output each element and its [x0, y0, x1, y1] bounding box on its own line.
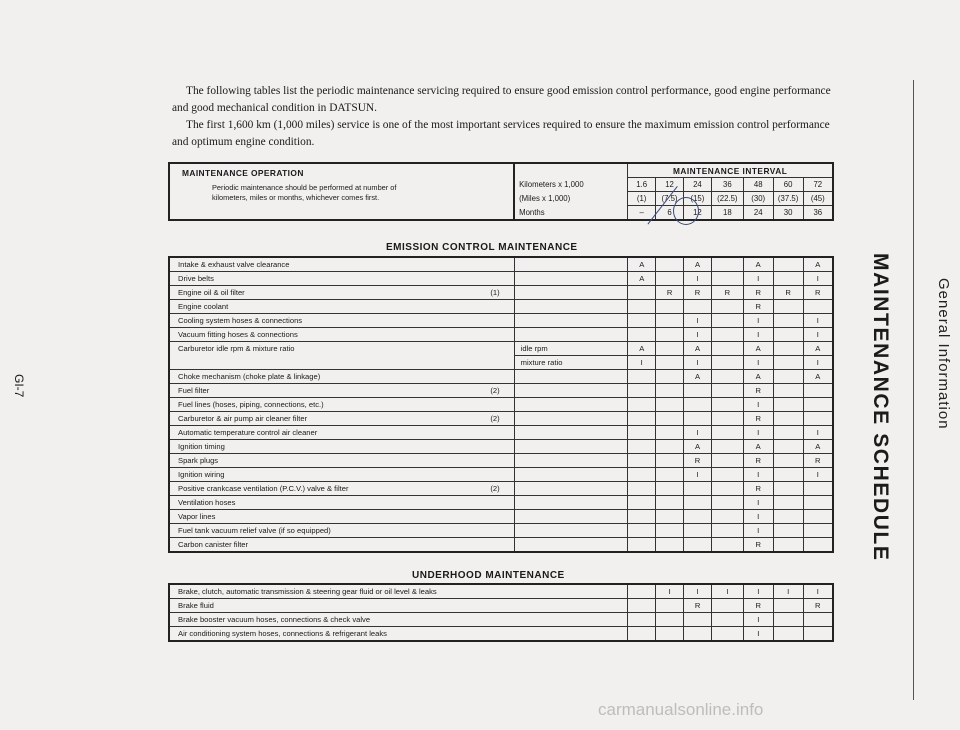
interval-cell: [773, 384, 803, 398]
interval-cell: [773, 257, 803, 272]
interval-cell: [711, 398, 743, 412]
intro-paragraph-2: The first 1,600 km (1,000 miles) service is one of the most important services required to ensure the maximum emission control performance and optimum engine condition.: [172, 119, 830, 148]
interval-cell: I: [743, 272, 773, 286]
sub-item-label: [514, 440, 628, 454]
item-label: Spark plugs: [169, 454, 514, 468]
sub-item-label: [514, 328, 628, 342]
interval-cell: [711, 356, 743, 370]
interval-cell: I: [743, 496, 773, 510]
table-row: [169, 440, 833, 454]
interval-cell: A: [684, 370, 712, 384]
interval-cell: [711, 370, 743, 384]
table-row: [169, 613, 833, 627]
interval-cell: [803, 510, 833, 524]
interval-cell: [803, 300, 833, 314]
sub-item-label: mixture ratio: [514, 356, 628, 370]
interval-cell: R: [684, 454, 712, 468]
interval-cell: A: [803, 342, 833, 356]
interval-cell: [656, 440, 684, 454]
interval-cell: [628, 286, 656, 300]
interval-row-months: Months – 6 12 18 24 30 36: [169, 206, 833, 221]
interval-cell: [656, 398, 684, 412]
interval-cell: [628, 482, 656, 496]
interval-cell: [656, 538, 684, 553]
maintenance-operation-cell: [169, 163, 514, 220]
table-row: [169, 384, 833, 398]
table-row: [169, 627, 833, 642]
interval-cell: [628, 454, 656, 468]
interval-cell: [684, 412, 712, 426]
interval-cell: [773, 272, 803, 286]
interval-cell: [656, 257, 684, 272]
interval-cell: I: [773, 584, 803, 599]
item-label: Vacuum fitting hoses & connections: [169, 328, 514, 342]
interval-cell: I: [684, 328, 712, 342]
interval-cell: [684, 510, 712, 524]
underhood-section-title: UNDERHOOD MAINTENANCE: [412, 570, 565, 581]
interval-cell: [711, 272, 743, 286]
interval-cell: [656, 627, 684, 642]
interval-cell: [684, 482, 712, 496]
interval-cell: I: [803, 468, 833, 482]
interval-cell: [628, 384, 656, 398]
item-label: Cooling system hoses & connections: [169, 314, 514, 328]
interval-cell: [711, 454, 743, 468]
maintenance-operation-desc: Periodic maintenance should be performed at number of kilometers, miles or months, whichever comes first.: [212, 183, 397, 202]
interval-cell: I: [803, 356, 833, 370]
interval-cell: [803, 496, 833, 510]
interval-cell: [656, 356, 684, 370]
interval-cell: [711, 384, 743, 398]
interval-cell: A: [628, 272, 656, 286]
interval-cell: I: [803, 328, 833, 342]
interval-cell: [628, 328, 656, 342]
interval-cell: I: [743, 398, 773, 412]
interval-cell: [773, 300, 803, 314]
item-label: Engine oil & oil filter (1): [169, 286, 514, 300]
interval-cell: I: [743, 510, 773, 524]
interval-cell: I: [684, 584, 712, 599]
interval-cell: [803, 384, 833, 398]
intro-text: [172, 83, 844, 151]
interval-cell: R: [803, 599, 833, 613]
interval-cell: [711, 468, 743, 482]
interval-cell: R: [743, 384, 773, 398]
interval-cell: [628, 538, 656, 553]
table-row: [169, 272, 833, 286]
interval-cell: I: [684, 468, 712, 482]
maintenance-interval-header: [168, 162, 834, 221]
interval-row-miles: (Miles x 1,000) (1) (7.5) (15) (22.5) (30) (37.5) (45): [169, 192, 833, 206]
interval-cell: [656, 468, 684, 482]
sub-item-label: [514, 510, 628, 524]
table-row: [169, 524, 833, 538]
interval-cell: [803, 613, 833, 627]
interval-cell: [711, 314, 743, 328]
maintenance-operation-title: MAINTENANCE OPERATION: [182, 168, 304, 178]
interval-cell: [628, 300, 656, 314]
interval-cell: [803, 538, 833, 553]
interval-cell: I: [743, 314, 773, 328]
interval-cell: I: [743, 426, 773, 440]
interval-cell: [773, 510, 803, 524]
emission-control-table: [168, 256, 834, 553]
interval-cell: [628, 370, 656, 384]
interval-cell: I: [743, 627, 773, 642]
interval-cell: R: [743, 454, 773, 468]
interval-cell: [773, 412, 803, 426]
table-row: [169, 370, 833, 384]
interval-cell: I: [743, 613, 773, 627]
interval-cell: [656, 342, 684, 356]
item-label: Intake & exhaust valve clearance: [169, 257, 514, 272]
interval-cell: [684, 538, 712, 553]
interval-cell: [711, 426, 743, 440]
interval-cell: [628, 496, 656, 510]
item-label: Brake fluid: [169, 599, 628, 613]
interval-cell: [712, 613, 744, 627]
interval-cell: I: [712, 584, 744, 599]
watermark: carmanualsonline.info: [598, 700, 764, 719]
interval-cell: I: [743, 328, 773, 342]
maintenance-interval-title: MAINTENANCE INTERVAL: [628, 163, 833, 178]
interval-cell: I: [743, 468, 773, 482]
interval-cell: [656, 384, 684, 398]
emission-section-title: EMISSION CONTROL MAINTENANCE: [386, 242, 578, 253]
interval-cell: I: [656, 584, 684, 599]
interval-cell: I: [803, 584, 833, 599]
interval-cell: A: [743, 440, 773, 454]
table-row: [169, 482, 833, 496]
interval-cell: [773, 496, 803, 510]
interval-cell: [656, 328, 684, 342]
sub-item-label: [514, 454, 628, 468]
item-label: Drive belts: [169, 272, 514, 286]
table-row: [169, 468, 833, 482]
sub-item-label: [514, 496, 628, 510]
interval-cell: [711, 300, 743, 314]
interval-cell: [684, 496, 712, 510]
interval-cell: I: [743, 584, 773, 599]
interval-cell: [773, 426, 803, 440]
table-row: [169, 538, 833, 553]
interval-cell: A: [628, 342, 656, 356]
interval-cell: I: [684, 314, 712, 328]
interval-row-km: Kilometers x 1,000 1.6 12 24 36 48 60 72: [169, 178, 833, 192]
interval-cell: [712, 627, 744, 642]
interval-cell: I: [684, 426, 712, 440]
interval-cell: [711, 328, 743, 342]
interval-cell: A: [803, 370, 833, 384]
page-heading: MAINTENANCE SCHEDULE: [869, 253, 892, 562]
interval-cell: I: [743, 356, 773, 370]
table-row: [169, 314, 833, 328]
table-row: [169, 454, 833, 468]
interval-cell: [628, 426, 656, 440]
table-row: [169, 286, 833, 300]
interval-cell: A: [743, 342, 773, 356]
sub-item-label: [514, 426, 628, 440]
item-label: Engine coolant: [169, 300, 514, 314]
sub-item-label: idle rpm: [514, 342, 628, 356]
item-label: Vapor lines: [169, 510, 514, 524]
interval-cell: [773, 314, 803, 328]
table-row: [169, 328, 833, 342]
interval-cell: [773, 440, 803, 454]
interval-cell: [803, 627, 833, 642]
sub-item-label: [514, 538, 628, 553]
sub-item-label: [514, 314, 628, 328]
interval-cell: [684, 398, 712, 412]
table-row: [169, 426, 833, 440]
sub-item-label: [514, 468, 628, 482]
interval-cell: A: [803, 440, 833, 454]
interval-cell: [684, 627, 712, 642]
sub-item-label: [514, 412, 628, 426]
interval-cell: R: [743, 482, 773, 496]
interval-cell: [656, 496, 684, 510]
handwritten-circle-mark: [673, 197, 699, 225]
item-label: Ignition timing: [169, 440, 514, 454]
sub-item-label: [514, 524, 628, 538]
interval-cell: [711, 482, 743, 496]
interval-cell: R: [803, 454, 833, 468]
interval-cell: A: [803, 257, 833, 272]
interval-cell: [773, 599, 803, 613]
vertical-divider: [913, 80, 914, 700]
interval-cell: [803, 482, 833, 496]
sub-item-label: [514, 384, 628, 398]
item-label: [169, 356, 514, 370]
interval-cell: [773, 398, 803, 412]
section-label: General Information: [935, 278, 952, 430]
interval-cell: [773, 370, 803, 384]
interval-cell: [656, 510, 684, 524]
interval-cell: [684, 613, 712, 627]
interval-cell: [773, 538, 803, 553]
interval-cell: [773, 342, 803, 356]
interval-cell: [711, 524, 743, 538]
interval-cell: [628, 440, 656, 454]
interval-cell: R: [743, 538, 773, 553]
interval-cell: A: [743, 370, 773, 384]
table-row: [169, 398, 833, 412]
sub-item-label: [514, 370, 628, 384]
item-label: Carburetor idle rpm & mixture ratio: [169, 342, 514, 356]
table-row: [169, 257, 833, 272]
interval-cell: [628, 398, 656, 412]
item-label: Carburetor & air pump air cleaner filter (2): [169, 412, 514, 426]
interval-cell: [711, 257, 743, 272]
table-row: [169, 412, 833, 426]
item-label: Fuel tank vacuum relief valve (if so equipped): [169, 524, 514, 538]
underhood-table: [168, 583, 834, 642]
interval-cell: R: [743, 286, 773, 300]
interval-cell: [656, 599, 684, 613]
item-label: Air conditioning system hoses, connections & refrigerant leaks: [169, 627, 628, 642]
interval-cell: [711, 538, 743, 553]
item-label: Brake booster vacuum hoses, connections & check valve: [169, 613, 628, 627]
interval-cell: [656, 370, 684, 384]
interval-cell: R: [656, 286, 684, 300]
interval-cell: [656, 412, 684, 426]
interval-cell: [803, 524, 833, 538]
interval-cell: [656, 524, 684, 538]
interval-cell: [628, 599, 656, 613]
table-row: [169, 342, 833, 356]
interval-cell: [628, 524, 656, 538]
interval-cell: [628, 510, 656, 524]
table-row: [169, 356, 833, 370]
interval-cell: R: [803, 286, 833, 300]
interval-cell: A: [743, 257, 773, 272]
interval-cell: I: [803, 272, 833, 286]
item-label: Choke mechanism (choke plate & linkage): [169, 370, 514, 384]
interval-cell: R: [773, 286, 803, 300]
page-number: GI-7: [12, 374, 26, 398]
interval-cell: [656, 613, 684, 627]
interval-cell: [712, 599, 744, 613]
interval-cell: A: [684, 440, 712, 454]
interval-cell: A: [684, 257, 712, 272]
interval-cell: R: [684, 286, 712, 300]
interval-cell: [773, 328, 803, 342]
interval-cell: [773, 482, 803, 496]
interval-cell: I: [684, 272, 712, 286]
interval-cell: I: [803, 426, 833, 440]
interval-cell: R: [684, 599, 712, 613]
item-label: Fuel filter (2): [169, 384, 514, 398]
table-row: [169, 599, 833, 613]
interval-cell: [803, 398, 833, 412]
table-row: [169, 300, 833, 314]
sub-item-label: [514, 272, 628, 286]
interval-cell: A: [684, 342, 712, 356]
interval-cell: I: [743, 524, 773, 538]
interval-cell: R: [743, 412, 773, 426]
interval-cell: I: [628, 356, 656, 370]
interval-cell: I: [803, 314, 833, 328]
interval-cell: [656, 426, 684, 440]
item-label: Fuel lines (hoses, piping, connections, etc.): [169, 398, 514, 412]
interval-cell: [628, 627, 656, 642]
sub-item-label: [514, 257, 628, 272]
intro-paragraph-1: The following tables list the periodic maintenance servicing required to ensure good emission control performance, good engine performance and good mechanical condition in DATSUN.: [172, 85, 831, 114]
interval-cell: R: [743, 599, 773, 613]
interval-cell: [773, 468, 803, 482]
item-label: Positive crankcase ventilation (P.C.V.) valve & filter (2): [169, 482, 514, 496]
interval-cell: [711, 412, 743, 426]
interval-cell: [628, 613, 656, 627]
item-label: Ignition wiring: [169, 468, 514, 482]
interval-cell: [656, 300, 684, 314]
interval-cell: A: [628, 257, 656, 272]
interval-cell: [711, 440, 743, 454]
interval-cell: [656, 454, 684, 468]
item-label: Carbon canister filter: [169, 538, 514, 553]
table-row: [169, 584, 833, 599]
interval-cell: I: [684, 356, 712, 370]
interval-cell: [773, 613, 803, 627]
interval-cell: [711, 342, 743, 356]
interval-cell: [773, 356, 803, 370]
interval-cell: [628, 584, 656, 599]
interval-cell: [684, 300, 712, 314]
interval-cell: [773, 454, 803, 468]
sub-item-label: [514, 482, 628, 496]
interval-cell: [628, 412, 656, 426]
sub-item-label: [514, 398, 628, 412]
sub-item-label: [514, 300, 628, 314]
interval-cell: [656, 314, 684, 328]
item-label: Brake, clutch, automatic transmission & steering gear fluid or oil level & leaks: [169, 584, 628, 599]
interval-cell: [628, 468, 656, 482]
interval-cell: [656, 482, 684, 496]
interval-cell: [711, 510, 743, 524]
interval-cell: [711, 496, 743, 510]
table-row: [169, 510, 833, 524]
interval-cell: [684, 524, 712, 538]
interval-cell: [628, 314, 656, 328]
interval-cell: [773, 627, 803, 642]
sub-item-label: [514, 286, 628, 300]
interval-cell: [773, 524, 803, 538]
interval-cell: [803, 412, 833, 426]
item-label: Ventilation hoses: [169, 496, 514, 510]
interval-cell: R: [711, 286, 743, 300]
table-row: [169, 496, 833, 510]
interval-cell: R: [743, 300, 773, 314]
interval-cell: [684, 384, 712, 398]
interval-cell: [656, 272, 684, 286]
item-label: Automatic temperature control air cleaner: [169, 426, 514, 440]
